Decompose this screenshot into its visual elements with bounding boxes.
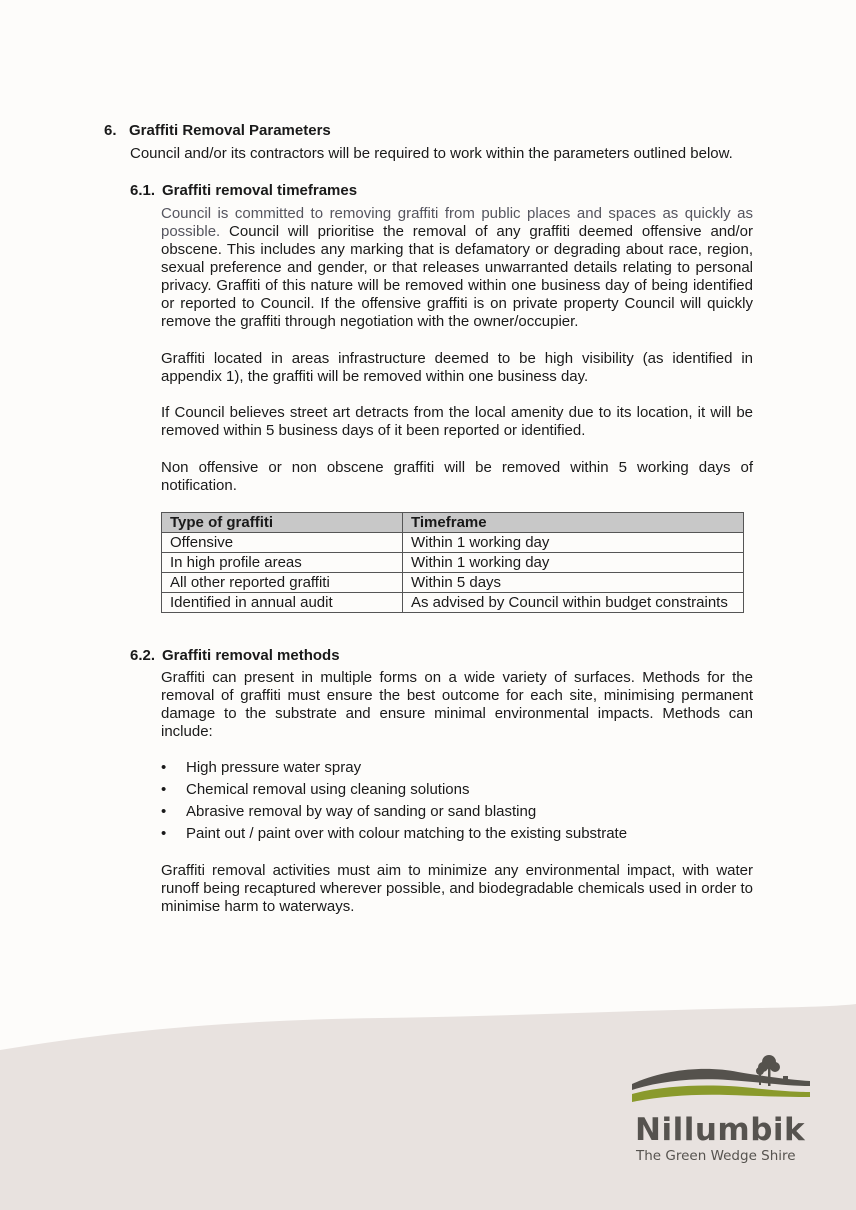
subsection-number: 6.1. <box>130 182 156 199</box>
timeframes-paragraph-2: Graffiti located in areas infrastructure deemed to be high visibility (as identified in appendix 1), the graffiti will be removed within one business day. <box>161 350 753 385</box>
methods-paragraph-2: Graffiti removal activities must aim to minimize any environmental impact, with water runoff being recaptured wherever possible, and biodegradable chemicals used in order to minimise harm to waterways. <box>161 862 753 915</box>
table-header-row <box>162 513 744 533</box>
list-item <box>161 759 761 781</box>
timeframe-table <box>161 512 744 613</box>
list-item-text: Chemical removal using cleaning solutions <box>186 781 470 798</box>
table-cell: All other reported graffiti <box>162 573 403 593</box>
subsection-heading-methods <box>130 647 340 664</box>
subsection-number: 6.2. <box>130 647 156 664</box>
bullet-icon: • <box>161 825 167 842</box>
section-intro: Council and/or its contractors will be required to work within the parameters outlined below. <box>130 145 733 162</box>
table-header: Type of graffiti <box>162 513 403 533</box>
table-cell: In high profile areas <box>162 553 403 573</box>
section-number: 6. <box>104 122 117 139</box>
timeframes-paragraph-1 <box>161 205 753 331</box>
table-cell: Within 5 days <box>403 573 744 593</box>
timeframes-paragraph-3: If Council believes street art detracts from the local amenity due to its location, it will be removed within 5 business days of it been reported or identified. <box>161 404 753 439</box>
logo-wordmark: Nillumbik <box>635 1112 806 1148</box>
bullet-icon: • <box>161 759 167 776</box>
list-item <box>161 825 761 847</box>
table-cell: Within 1 working day <box>403 533 744 553</box>
table-cell: As advised by Council within budget constraints <box>403 593 744 613</box>
list-item <box>161 781 761 803</box>
commitment-sentence: Council is committed to removing graffiti from public places and spaces as quickly as possible. <box>161 205 753 240</box>
bullet-icon: • <box>161 803 167 820</box>
subsection-title: Graffiti removal timeframes <box>162 182 358 199</box>
timeframes-paragraph-4: Non offensive or non obscene graffiti will be removed within 5 working days of notification. <box>161 459 753 494</box>
table-header: Timeframe <box>403 513 744 533</box>
section-title: Graffiti Removal Parameters <box>129 122 331 139</box>
logo-tagline: The Green Wedge Shire <box>636 1148 796 1164</box>
bullet-icon: • <box>161 781 167 798</box>
table-row <box>162 553 744 573</box>
list-item <box>161 803 761 825</box>
list-item-text: High pressure water spray <box>186 759 362 776</box>
table-row <box>162 593 744 613</box>
list-item-text: Abrasive removal by way of sanding or sand blasting <box>186 803 537 820</box>
prioritise-text: Council will prioritise the removal of any graffiti deemed offensive and/or obscene. This includes any marking that is defamatory or degrading about race, region, sexual preference and gender, or that releases unwarranted details relating to personal privacy. Graffiti of this nature will be removed within one business day of being identified or reported to Council. If the offensive graffiti is on private property Council will quickly remove the graffiti through negotiation with the owner/occupier. <box>161 223 753 330</box>
list-item-text: Paint out / paint over with colour matching to the existing substrate <box>186 825 628 842</box>
table-row <box>162 573 744 593</box>
methods-list <box>161 759 761 847</box>
table-cell: Identified in annual audit <box>162 593 403 613</box>
section-heading <box>104 122 331 139</box>
subsection-title: Graffiti removal methods <box>162 647 340 664</box>
methods-paragraph-1: Graffiti can present in multiple forms on a wide variety of surfaces. Methods for the removal of graffiti must ensure the best outcome for each site, minimising permanent damage to the substrate and ensure minimal environmental impacts. Methods can include: <box>161 669 753 740</box>
table-cell: Offensive <box>162 533 403 553</box>
subsection-heading-timeframes <box>130 182 357 199</box>
table-row <box>162 533 744 553</box>
table-cell: Within 1 working day <box>403 553 744 573</box>
